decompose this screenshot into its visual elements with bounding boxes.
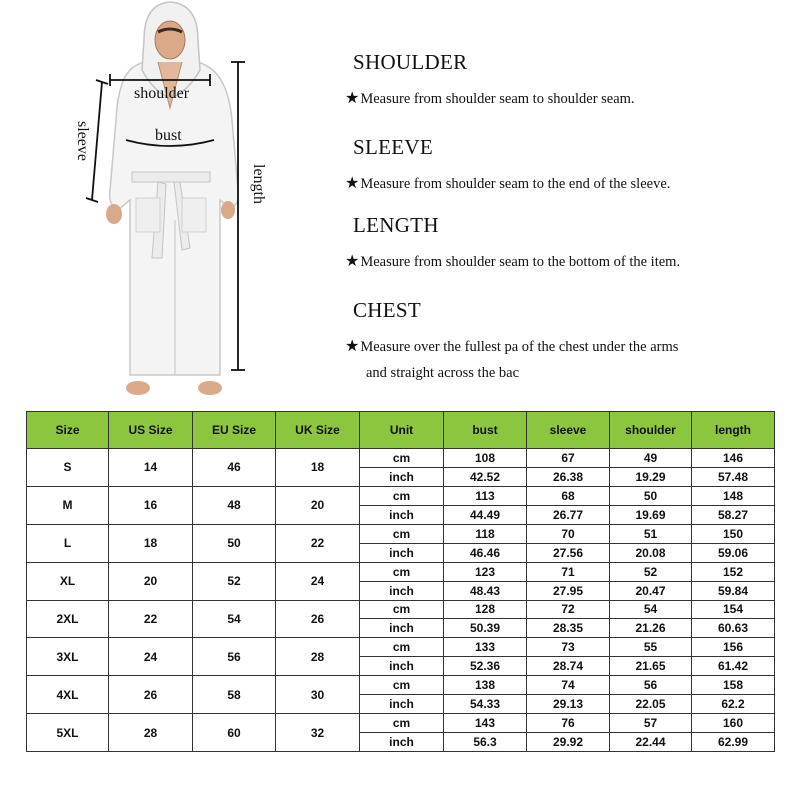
table-row xyxy=(27,486,775,505)
star-icon: ★ xyxy=(345,175,360,192)
shoulder-cell: 22.44 xyxy=(610,733,692,752)
shoulder-label: shoulder xyxy=(134,85,190,102)
length-cell: 148 xyxy=(692,486,775,505)
size-cell: L xyxy=(27,524,109,562)
guide-desc-sleeve: ★Measure from shoulder seam to the end of the sleeve. xyxy=(345,175,671,192)
table-row xyxy=(27,676,775,695)
bust-cell: 143 xyxy=(444,714,527,733)
sleeve-cell: 29.92 xyxy=(527,733,610,752)
uk-size-cell: 20 xyxy=(276,486,360,524)
header-length: length xyxy=(692,412,775,449)
face xyxy=(155,21,185,59)
guide-title-shoulder: SHOULDER xyxy=(353,50,468,74)
length-cell: 58.27 xyxy=(692,505,775,524)
guide-title-length: LENGTH xyxy=(353,213,439,237)
bust-cell: 138 xyxy=(444,676,527,695)
shoulder-cell: 20.47 xyxy=(610,581,692,600)
length-cell: 60.63 xyxy=(692,619,775,638)
header-sleeve: sleeve xyxy=(527,412,610,449)
eu-size-cell: 48 xyxy=(193,486,276,524)
shoulder-cell: 20.08 xyxy=(610,543,692,562)
shoulder-cell: 52 xyxy=(610,562,692,581)
uk-size-cell: 18 xyxy=(276,449,360,487)
table-header-row xyxy=(27,412,775,449)
eu-size-cell: 54 xyxy=(193,600,276,638)
length-cell: 146 xyxy=(692,449,775,468)
hand-left xyxy=(106,204,122,224)
bust-cell: 113 xyxy=(444,486,527,505)
size-cell: XL xyxy=(27,562,109,600)
unit-cell: cm xyxy=(360,449,444,468)
header-uk-size: UK Size xyxy=(276,412,360,449)
length-cell: 57.48 xyxy=(692,467,775,486)
us-size-cell: 16 xyxy=(109,486,193,524)
robe-body xyxy=(110,59,239,375)
unit-cell: cm xyxy=(360,638,444,657)
bust-cell: 54.33 xyxy=(444,695,527,714)
uk-size-cell: 26 xyxy=(276,600,360,638)
table-row xyxy=(27,638,775,657)
shoulder-cell: 50 xyxy=(610,486,692,505)
star-icon: ★ xyxy=(345,338,360,355)
unit-cell: inch xyxy=(360,733,444,752)
size-cell: 3XL xyxy=(27,638,109,676)
us-size-cell: 26 xyxy=(109,676,193,714)
us-size-cell: 20 xyxy=(109,562,193,600)
sleeve-cell: 26.77 xyxy=(527,505,610,524)
size-cell: M xyxy=(27,486,109,524)
bust-cell: 48.43 xyxy=(444,581,527,600)
unit-cell: inch xyxy=(360,543,444,562)
header-shoulder: shoulder xyxy=(610,412,692,449)
sleeve-cell: 76 xyxy=(527,714,610,733)
belt xyxy=(132,172,210,182)
unit-cell: cm xyxy=(360,562,444,581)
guide-title-chest: CHEST xyxy=(353,298,422,322)
bust-cell: 50.39 xyxy=(444,619,527,638)
unit-cell: cm xyxy=(360,486,444,505)
size-cell: 5XL xyxy=(27,714,109,752)
us-size-cell: 18 xyxy=(109,524,193,562)
foot-right xyxy=(198,381,222,395)
uk-size-cell: 32 xyxy=(276,714,360,752)
size-cell: S xyxy=(27,449,109,487)
eu-size-cell: 58 xyxy=(193,676,276,714)
sleeve-cell: 72 xyxy=(527,600,610,619)
bust-label: bust xyxy=(155,127,182,144)
length-cell: 156 xyxy=(692,638,775,657)
unit-cell: inch xyxy=(360,657,444,676)
bust-cell: 56.3 xyxy=(444,733,527,752)
unit-cell: inch xyxy=(360,581,444,600)
eu-size-cell: 46 xyxy=(193,449,276,487)
eu-size-cell: 60 xyxy=(193,714,276,752)
uk-size-cell: 22 xyxy=(276,524,360,562)
length-cell: 158 xyxy=(692,676,775,695)
bust-cell: 128 xyxy=(444,600,527,619)
uk-size-cell: 28 xyxy=(276,638,360,676)
sleeve-cell: 29.13 xyxy=(527,695,610,714)
shoulder-cell: 19.69 xyxy=(610,505,692,524)
header-bust: bust xyxy=(444,412,527,449)
size-cell: 4XL xyxy=(27,676,109,714)
unit-cell: cm xyxy=(360,600,444,619)
header-unit: Unit xyxy=(360,412,444,449)
length-cell: 59.84 xyxy=(692,581,775,600)
eu-size-cell: 50 xyxy=(193,524,276,562)
length-cell: 62.99 xyxy=(692,733,775,752)
length-cell: 150 xyxy=(692,524,775,543)
bust-cell: 118 xyxy=(444,524,527,543)
sleeve-cell: 73 xyxy=(527,638,610,657)
uk-size-cell: 30 xyxy=(276,676,360,714)
bust-cell: 108 xyxy=(444,449,527,468)
eu-size-cell: 56 xyxy=(193,638,276,676)
size-cell: 2XL xyxy=(27,600,109,638)
shoulder-cell: 22.05 xyxy=(610,695,692,714)
star-icon: ★ xyxy=(345,90,360,107)
length-cell: 59.06 xyxy=(692,543,775,562)
bust-cell: 44.49 xyxy=(444,505,527,524)
guide-desc-chest: ★Measure over the fullest pa of the chest under the arms xyxy=(345,338,679,355)
sleeve-line xyxy=(92,82,102,200)
length-cell: 61.42 xyxy=(692,657,775,676)
header-us-size: US Size xyxy=(109,412,193,449)
shoulder-cell: 49 xyxy=(610,449,692,468)
us-size-cell: 24 xyxy=(109,638,193,676)
shoulder-cell: 57 xyxy=(610,714,692,733)
sleeve-label: sleeve xyxy=(73,121,91,161)
unit-cell: inch xyxy=(360,467,444,486)
shoulder-cell: 21.26 xyxy=(610,619,692,638)
shoulder-cell: 19.29 xyxy=(610,467,692,486)
bust-cell: 46.46 xyxy=(444,543,527,562)
shoulder-cell: 21.65 xyxy=(610,657,692,676)
length-cell: 154 xyxy=(692,600,775,619)
sleeve-cell: 28.35 xyxy=(527,619,610,638)
shoulder-cell: 55 xyxy=(610,638,692,657)
bust-cell: 123 xyxy=(444,562,527,581)
sleeve-cell: 28.74 xyxy=(527,657,610,676)
header-size: Size xyxy=(27,412,109,449)
size-chart-table xyxy=(26,411,775,752)
shoulder-cell: 56 xyxy=(610,676,692,695)
length-cell: 152 xyxy=(692,562,775,581)
unit-cell: cm xyxy=(360,676,444,695)
us-size-cell: 14 xyxy=(109,449,193,487)
unit-cell: inch xyxy=(360,695,444,714)
sleeve-cell: 70 xyxy=(527,524,610,543)
header-eu-size: EU Size xyxy=(193,412,276,449)
sleeve-cell: 27.95 xyxy=(527,581,610,600)
sleeve-cell: 27.56 xyxy=(527,543,610,562)
length-cell: 62.2 xyxy=(692,695,775,714)
size-rows xyxy=(27,449,775,752)
unit-cell: cm xyxy=(360,524,444,543)
hand-right xyxy=(221,201,235,219)
guide-desc-chest-line2: and straight across the bac xyxy=(366,365,520,381)
eu-size-cell: 52 xyxy=(193,562,276,600)
table-row xyxy=(27,714,775,733)
table-row xyxy=(27,449,775,468)
pocket-left xyxy=(136,198,160,232)
sleeve-cell: 26.38 xyxy=(527,467,610,486)
length-cell: 160 xyxy=(692,714,775,733)
unit-cell: cm xyxy=(360,714,444,733)
length-label: length xyxy=(250,164,267,204)
bust-cell: 52.36 xyxy=(444,657,527,676)
robe-figure xyxy=(70,0,280,405)
pocket-right xyxy=(182,198,206,232)
sleeve-cell: 68 xyxy=(527,486,610,505)
foot-left xyxy=(126,381,150,395)
us-size-cell: 28 xyxy=(109,714,193,752)
shoulder-cell: 51 xyxy=(610,524,692,543)
guide-desc-shoulder: ★Measure from shoulder seam to shoulder seam. xyxy=(345,90,635,107)
star-icon: ★ xyxy=(345,253,360,270)
sleeve-cell: 74 xyxy=(527,676,610,695)
guide-desc-length: ★Measure from shoulder seam to the bottom of the item. xyxy=(345,253,681,270)
sleeve-cell: 67 xyxy=(527,449,610,468)
sleeve-cell: 71 xyxy=(527,562,610,581)
shoulder-cell: 54 xyxy=(610,600,692,619)
uk-size-cell: 24 xyxy=(276,562,360,600)
bust-cell: 133 xyxy=(444,638,527,657)
us-size-cell: 22 xyxy=(109,600,193,638)
bust-cell: 42.52 xyxy=(444,467,527,486)
table-row xyxy=(27,524,775,543)
unit-cell: inch xyxy=(360,505,444,524)
table-row xyxy=(27,600,775,619)
unit-cell: inch xyxy=(360,619,444,638)
table-row xyxy=(27,562,775,581)
guide-title-sleeve: SLEEVE xyxy=(353,135,433,159)
